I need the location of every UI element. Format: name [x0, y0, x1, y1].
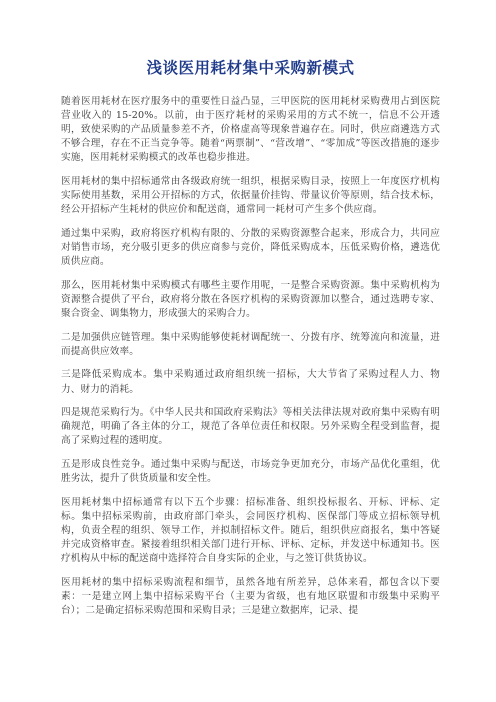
paragraph-role-one: 那么，医用耗材集中采购模式有哪些主要作用呢，一是整合采购资源。集中采购机构为资源整合提供了平台，政府将分散在各医疗机构的采购资源加以整合，通过选聘专家、聚合资金、调集物力，形成强大的采购合力。 [61, 279, 440, 319]
paragraph-role-four: 四是规范采购行为。《中华人民共和国政府采购法》等相关法律法规对政府集中采购有明确规范，明确了各主体的分工，规范了各单位责任和权限。另外采购全程受到监督，提高了采购过程的透明度。 [61, 407, 440, 447]
paragraph-procurement-elements: 医用耗材的集中招标采购流程和细节，虽然各地有所差异，总体来看，都包含以下要素：一是建立网上集中招标采购平台（主要为省级，也有地区联盟和市级集中采购平台）；二是确定招标采购范围和采购目录；三是建立数据库，记录、提 [61, 576, 440, 617]
paragraph-role-five: 五是形成良性竞争。通过集中采购与配送，市场竞争更加充分，市场产品优化重组，优胜劣汰，提升了供货质量和安全性。 [61, 459, 440, 485]
paragraph-role-two: 二是加强供应链管理。集中采购能够使耗材调配统一、分拨有序、统筹流向和流量，进而提高供应效率。 [61, 331, 440, 357]
paragraph-background: 随着医用耗材在医疗服务中的重要性日益凸显，三甲医院的医用耗材采购费用占到医院营业收入的 15-20%。以前，由于医疗耗材的采购采用的方式不统一，信息不公开透明，致使采购的产品质量参差不齐，价格虚高等现象普遍存在。同时，供应商遴选方式不够合理，存在不正当竞争等。随着“两票制”、“营改增”、“零加成”等医改措施的逐步实施，医用耗材采购模式的改革也稳步推进。 [61, 96, 440, 164]
paragraph-resource-integration: 通过集中采购，政府将医疗机构有限的、分散的采购资源整合起来，形成合力，共同应对销售市场，充分吸引更多的供应商参与竞价，降低采购成本，压低采购价格，遴选优质供应商。 [61, 227, 440, 268]
paragraph-tender-steps: 医用耗材集中招标通常有以下五个步骤：招标准备、组织投标报名、开标、评标、定标。集中招标采购前，由政府部门牵头，会同医疗机构、医保部门等成立招标领导机构，负责全程的组织、领导工作，并拟制招标文件。随后，组织供应商报名，集中答疑并完成资格审查。紧接着组织相关部门进行开标、评标、定标，并发送中标通知书。医疗机构从中标的配送商中选择符合自身实际的企业，与之签订供货协议。 [61, 496, 440, 565]
document-title: 浅谈医用耗材集中采购新模式 [146, 59, 355, 77]
paragraph-role-three: 三是降低采购成本。集中采购通过政府组织统一招标，大大节省了采购过程人力、物力、财力的消耗。 [61, 369, 440, 395]
paragraph-tendering-organization: 医用耗材的集中招标通常由各级政府统一组织，根据采购目录，按照上一年度医疗机构实际使用基数，采用公开招标的方式，依据量价挂钩、带量议价等原则，结合技术标，经公开招标产生耗材的供应价和配送商，通常同一耗材可产生多个供应商。 [61, 176, 440, 216]
